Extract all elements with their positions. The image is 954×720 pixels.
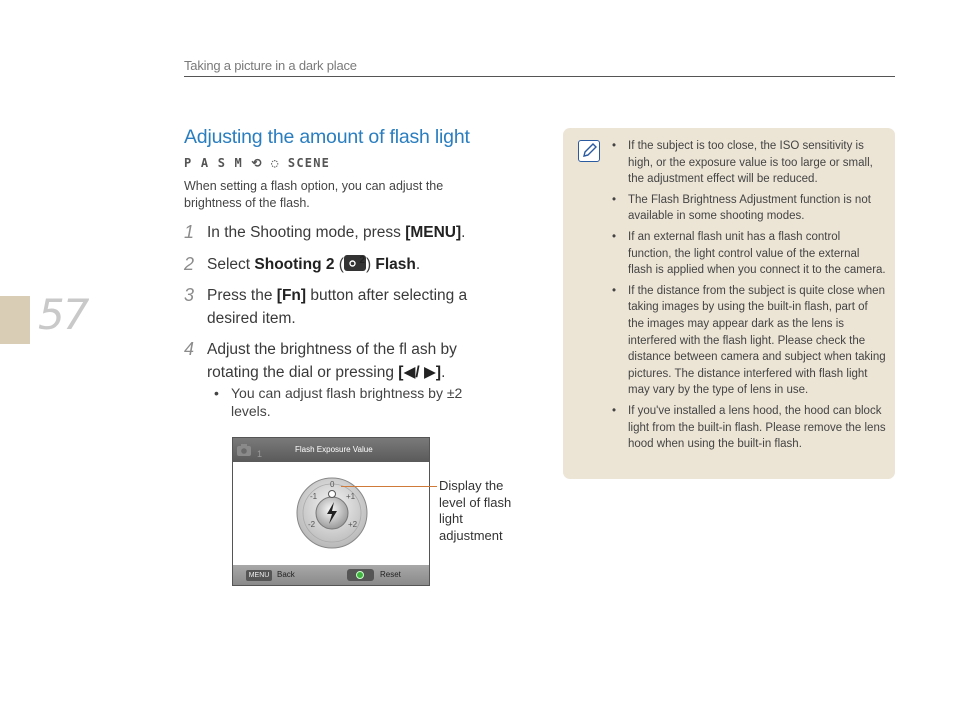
shooting-2-icon: 2: [344, 255, 366, 271]
step-number: 2: [184, 254, 195, 274]
step-text: In the Shooting mode, press [MENU].: [207, 224, 466, 241]
running-title: Taking a picture in a dark place: [184, 58, 357, 73]
screen-bottom-bar: [233, 565, 429, 585]
scale-label: +1: [346, 492, 356, 501]
note-list: [610, 138, 886, 457]
camera-tab-icon: 1: [237, 443, 262, 460]
step-number: 1: [184, 222, 195, 242]
scale-label: -2: [308, 520, 316, 529]
ok-dot-icon: [356, 571, 364, 579]
reset-label: Reset: [380, 570, 401, 579]
back-label: Back: [277, 570, 295, 579]
dial-indicator: [329, 491, 336, 498]
scale-label: +2: [348, 520, 358, 529]
callout-text: Display the level of flash light adjustment: [439, 478, 512, 543]
camera-screen: [232, 437, 430, 586]
scale-label: 0: [330, 480, 335, 489]
note-item: • If an external flash unit has a flash control function, the light control value of the external flash is applied when you connect it to the camera.: [612, 230, 886, 277]
note-item: • If you've installed a lens hood, the hood can block light from the built-in flash. Please remove the lens hood when using the built-in flash.: [612, 404, 886, 451]
scale-label: -1: [310, 492, 318, 501]
page-number: 57: [38, 290, 88, 339]
step-number: 3: [184, 285, 195, 305]
bullet-text: You can adjust flash brightness by ±2 levels.: [231, 385, 463, 419]
flash-dial: [233, 438, 429, 585]
note-box: [563, 128, 895, 479]
note-item: • If the distance from the subject is quite close when taking images by using the built-in flash, part of the images may appear dark as the lens is interfered with the flash light. Please check the distance between camera and subject when taking pictures. The distance interfered with flash light may vary by the type of lens in use.: [612, 284, 886, 397]
screen-title: Flash Exposure Value: [295, 445, 373, 454]
step-2: [184, 253, 504, 276]
step-number: 4: [184, 339, 195, 359]
shooting-modes: P A S M ⟲ ◌ SCENE: [184, 156, 331, 170]
step-text: Press the [Fn] button after selecting a desired item.: [207, 287, 468, 327]
step-text: Adjust the brightness of the fl ash by rotating the dial or pressing [◀/ ▶].: [207, 341, 457, 381]
note-item: • If the subject is too close, the ISO sensitivity is high, or the exposure value is too large or small, the adjustment effect will be reduced.: [612, 140, 873, 186]
section-title: Adjusting the amount of flash light: [184, 126, 470, 148]
page-tab-marker: [0, 296, 30, 344]
note-pencil-icon: [578, 140, 600, 162]
step-4-note: [214, 384, 494, 420]
bullet-dot: •: [214, 385, 219, 401]
section-intro: When setting a flash option, you can adjust the brightness of the flash.: [184, 179, 444, 210]
step-1: [184, 221, 504, 244]
step-3: [184, 284, 504, 330]
step-text: Select Shooting 2 ( 2 ) Flash.: [207, 255, 421, 273]
step-4: [184, 338, 504, 384]
note-item: • The Flash Brightness Adjustment function is not available in some shooting modes.: [612, 193, 871, 223]
callout-line: [341, 486, 437, 487]
menu-button-glyph: MENU: [246, 570, 272, 581]
reset-button-glyph: [347, 569, 374, 581]
header-divider: [184, 76, 895, 77]
